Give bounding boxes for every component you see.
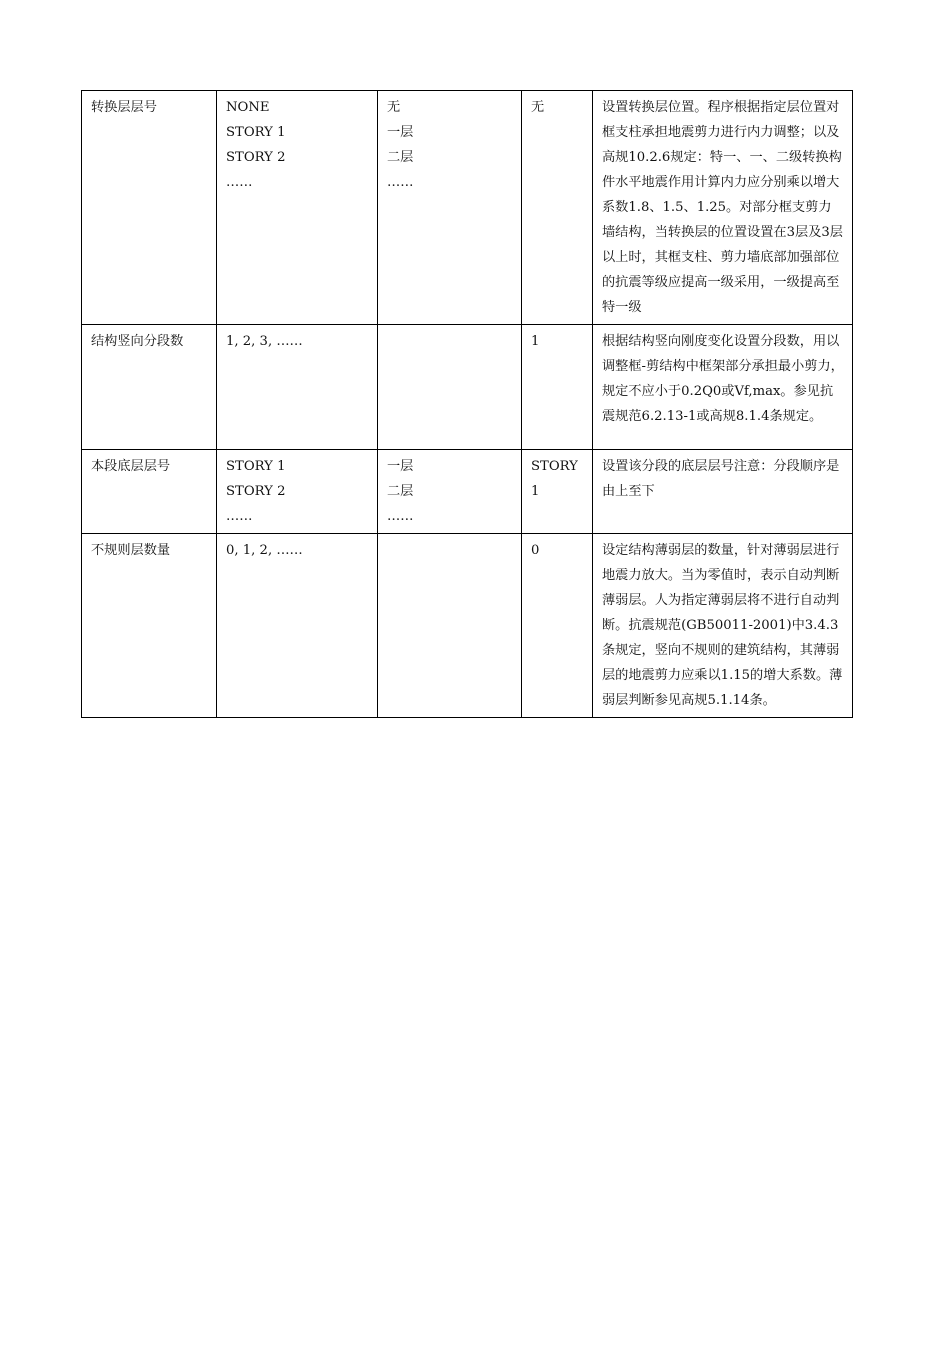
param-default-cell — [522, 91, 593, 325]
param-option-label: 二层 — [387, 484, 414, 499]
param-default: 无 — [531, 100, 545, 115]
param-option-labels-cell — [378, 325, 522, 450]
param-option: 1, 2, 3, …… — [226, 334, 303, 349]
param-default-cell — [522, 534, 593, 718]
param-options-cell — [217, 450, 378, 534]
param-option: 0, 1, 2, …… — [226, 543, 303, 558]
param-default-cell — [522, 325, 593, 450]
param-option: …… — [226, 175, 253, 190]
param-option: STORY 2 — [226, 484, 286, 499]
param-option-label: …… — [387, 175, 414, 190]
param-name: 结构竖向分段数 — [91, 334, 184, 349]
table-row — [82, 325, 853, 450]
param-description: 设置转换层位置。程序根据指定层位置对框支柱承担地震剪力进行内力调整；以及高规10.2.6规定：特一、一、二级转换构件水平地震作用计算内力应分别乘以增大系数1.8、1.5、1.25。对部分框支剪力墙结构，当转换层的位置设置在3层及3层以上时，其框支柱、剪力墙底部加强部位的抗震等级应提高一级采用，一级提高至特一级 — [602, 100, 843, 315]
param-option-label: 二层 — [387, 150, 414, 165]
param-option: STORY 1 — [226, 125, 286, 140]
param-description-cell — [593, 325, 853, 450]
param-option: NONE — [226, 100, 270, 115]
param-option: …… — [226, 509, 253, 524]
param-option-label: 无 — [387, 100, 401, 115]
param-name-cell — [82, 325, 217, 450]
param-default: 1 — [531, 334, 540, 349]
param-option-labels-cell — [378, 91, 522, 325]
table-row — [82, 450, 853, 534]
param-option-label: …… — [387, 509, 414, 524]
table-row — [82, 91, 853, 325]
param-default: 1 — [531, 484, 540, 499]
param-options-cell — [217, 325, 378, 450]
param-default: 0 — [531, 543, 540, 558]
param-name-cell — [82, 534, 217, 718]
param-options-cell — [217, 91, 378, 325]
param-option-labels-cell — [378, 534, 522, 718]
param-option: STORY 2 — [226, 150, 286, 165]
param-option-label: 一层 — [387, 125, 414, 140]
param-name-cell — [82, 91, 217, 325]
param-description: 根据结构竖向刚度变化设置分段数，用以调整框-剪结构中框架部分承担最小剪力，规定不应小于0.2Q0或Vf,max。参见抗震规范6.2.13-1或高规8.1.4条规定。 — [602, 334, 844, 424]
param-default: STORY — [531, 459, 578, 474]
param-description: 设定结构薄弱层的数量，针对薄弱层进行地震力放大。当为零值时，表示自动判断薄弱层。人为指定薄弱层将不进行自动判断。抗震规范(GB50011-2001)中3.4.3条规定，竖向不规则的建筑结构，其薄弱层的地震剪力应乘以1.15的增大系数。薄弱层判断参见高规5.1.14条。 — [602, 543, 843, 708]
param-description-cell — [593, 534, 853, 718]
param-name: 本段底层层号 — [91, 459, 171, 474]
param-name: 不规则层数量 — [91, 543, 171, 558]
param-default-cell — [522, 450, 593, 534]
param-option: STORY 1 — [226, 459, 286, 474]
param-description-cell — [593, 91, 853, 325]
param-description-cell — [593, 450, 853, 534]
table-row — [82, 534, 853, 718]
param-option-labels-cell — [378, 450, 522, 534]
param-option-label: 一层 — [387, 459, 414, 474]
param-name: 转换层层号 — [91, 100, 157, 115]
parameter-table — [81, 90, 853, 718]
param-description: 设置该分段的底层层号注意：分段顺序是由上至下 — [602, 459, 840, 499]
param-options-cell — [217, 534, 378, 718]
param-name-cell — [82, 450, 217, 534]
